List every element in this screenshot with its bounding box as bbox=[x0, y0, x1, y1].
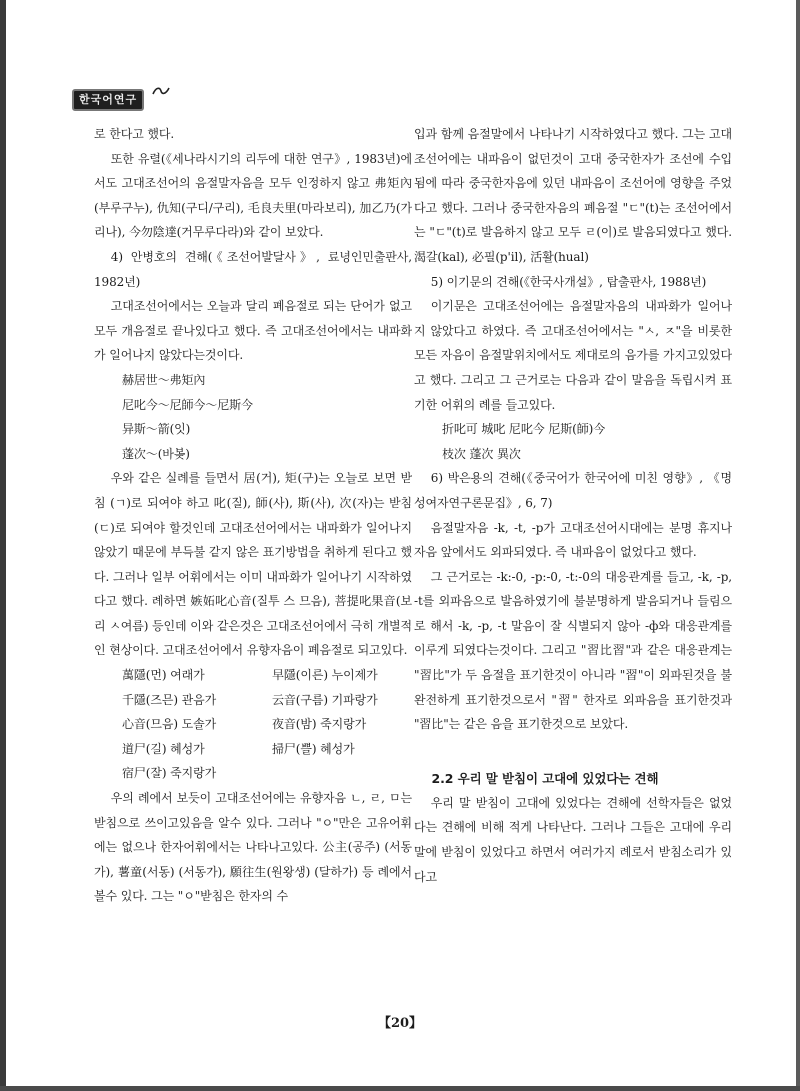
hanja-example: 枝次 蓬次 異次 bbox=[442, 446, 521, 461]
right-column bbox=[414, 122, 732, 889]
logo-ornament-icon bbox=[152, 86, 170, 96]
example-cell: 云音(구름) 기파랑가 bbox=[272, 692, 378, 707]
example-cell: 萬隱(먼) 여래가 bbox=[122, 668, 205, 683]
example-row bbox=[94, 688, 412, 713]
paragraph: 음절말자음 -k, -t, -p가 고대조선어시대에는 분명 휴지나 자음 앞에서도 외파되였다. 즉 내파음이 없었다고 했다. bbox=[414, 520, 732, 560]
hanja-example: 蓬次～(바봊) bbox=[122, 446, 190, 461]
paragraph: 그 근거로는 -k:-0, -p:-0, -t:-0의 대응관계를 들고, -k, -p, -t를 외파음으로 발음하였기에 불분명하게 발음되거나 들림으로 해서 -k, -p, -t 말음이 잘 식별되지 않아 -ф와 대응관계를 이루게 되였다는것이다. 그리고 "習比習"과 같은 대응관계는 "習比"가 두 음절을 표기한것이 아니라 "習"이 외파된것을 불완전하게 표기한것으로서 "習" 한자로 외파음을 표기한것과 "習比"는 같은 음을 표기한것으로 보았다. bbox=[414, 569, 732, 732]
example-cell: 宿尸(잘) 죽지랑가 bbox=[122, 766, 217, 781]
example-cell: 早隱(이른) 누이제가 bbox=[272, 668, 378, 683]
example-cell: 心音(므음) 도솔가 bbox=[122, 717, 217, 732]
hanja-example: 尼叱今～尼師今～尼斯今 bbox=[122, 397, 253, 412]
page-number: 【20】 bbox=[377, 1016, 423, 1031]
hanja-example-list bbox=[94, 368, 412, 466]
scan-edge-bottom bbox=[0, 1086, 800, 1091]
paragraph: 입과 함께 음절말에서 나타나기 시작하였다고 했다. 그는 고대조선어에는 내파음이 없던것이 고대 중국한자가 조선에 수입됨에 따라 중국한자음에 있던 내파음이 조선어에 영향을 주었다고 했다. 그러나 중국한자음의 폐음절 "ㄷ"(t)는 조선어에서는 "ㄷ"(t)로 발음하지 않고 모두 ㄹ(이)로 발음되였다고 했다. 渴갈(kal), 必필(p'il), 活활(hual) bbox=[414, 127, 732, 264]
example-cell: 掃尸(쁠) 혜성가 bbox=[272, 741, 355, 756]
section-heading: 2.2 우리 말 받침이 고대에 있었다는 견해 bbox=[431, 770, 659, 786]
paragraph: 우의 례에서 보듯이 고대조선어에는 유향자음 ㄴ, ㄹ, ㅁ는 받침으로 쓰이고있음을 알수 있다. 그러나 "ㅇ"만은 고유어휘에는 없으나 한자어휘에서는 나타나고있다. 公主(공주) (서동가), 薯童(서동) (서동가), 願往生(원왕생) (달하가) 등 례에서 볼수 있다. 그는 "ㅇ"받침은 한자의 수 bbox=[94, 791, 412, 904]
vowel-example-table bbox=[94, 663, 412, 786]
paragraph: 로 한다고 했다. bbox=[94, 127, 175, 141]
paragraph: 우리 말 받침이 고대에 있었다는 견해에 선학자들은 없었다는 견해에 비해 적게 나타난다. 그러나 그들은 고대에 우리 말에 받침이 있었다고 하면서 여러가지 례로서 받침소리가 있다고 bbox=[414, 795, 732, 884]
example-row bbox=[94, 663, 412, 688]
paragraph: 고대조선어에서는 오늘과 달리 폐음절로 되는 단어가 없고 모두 개음절로 끝나있다고 했다. 즉 고대조선어에서는 내파화가 일어나지 않았다는것이다. bbox=[94, 299, 412, 363]
example-row bbox=[94, 712, 412, 737]
left-column bbox=[94, 122, 412, 909]
paragraph: 또한 유렬(《세나라시기의 리두에 대한 연구》, 1983년)에서도 고대조선어의 음절말자음을 모두 인정하지 않고 弗矩內(부루구누), 仇知(구디/구리), 毛良夫里(마라보리), 加乙乃(가리나), 今勿陰達(거무루다라)와 같이 보았다. bbox=[94, 151, 412, 240]
hanja-example: 异斯～箭(잇) bbox=[122, 422, 191, 437]
scan-edge-left bbox=[0, 0, 6, 1091]
example-cell: 道尸(길) 혜성가 bbox=[122, 741, 205, 756]
section-subheading: 6) 박은용의 견해(《중국어가 한국어에 미친 영향》, 《명성여자연구론문집》, 6, 7) bbox=[414, 471, 732, 510]
hanja-example: 赫居世～弗矩內 bbox=[122, 372, 206, 387]
hanja-example: 折叱可 城叱 尼叱今 尼斯(師)今 bbox=[442, 422, 606, 437]
paragraph: 우와 같은 실례를 들면서 居(거), 矩(구)는 오늘로 보면 받침 (ㄱ)로 되여야 하고 叱(질), 師(사), 斯(사), 次(자)는 받침 (ㄷ)로 되여야 할것인데 고대조선어에서는 내파화가 일어나지 않았기 때문에 부득불 같지 않은 표기방법을 취하게 된다고 했다. 그러나 일부 어휘에서는 이미 내파화가 일어나기 시작하였다고 했다. 례하면 嫉妬叱心音(질투 스 므음), 菩提叱果音(보리 ㅅ여름) 등인데 이와 같은것은 고대조선어에서 극히 개별적인 현상이다. 고대조선어에서 유향자음이 폐음절로 되고있다. bbox=[94, 471, 412, 658]
section-subheading: 5) 이기문의 견해(《한국사개설》, 탑출판사, 1988년) bbox=[430, 274, 707, 289]
paragraph: 이기문은 고대조선어에는 음절말자음의 내파화가 일어나지 않았다고 하였다. 즉 고대조선어에서는 "ㅅ, ㅈ"을 비롯한 모든 자음이 음절말위치에서도 제대로의 음가를 가지고있었다고 했다. 그리고 그 근거로는 다음과 같이 말음을 독립시켜 표기한 어휘의 례를 들고있다. bbox=[414, 299, 732, 412]
example-cell: 千隱(즈믄) 관음가 bbox=[122, 692, 217, 707]
example-cell: 夜音(밤) 죽지랑가 bbox=[272, 717, 367, 732]
scan-edge-right bbox=[796, 0, 800, 1091]
example-row bbox=[94, 761, 412, 786]
section-subheading: 4) 안병호의 견해(《조선어발달사》, 료녕인민출판사, 1982년) bbox=[94, 249, 412, 289]
example-row bbox=[94, 737, 412, 762]
journal-logo: 한국어연구 bbox=[72, 89, 144, 111]
